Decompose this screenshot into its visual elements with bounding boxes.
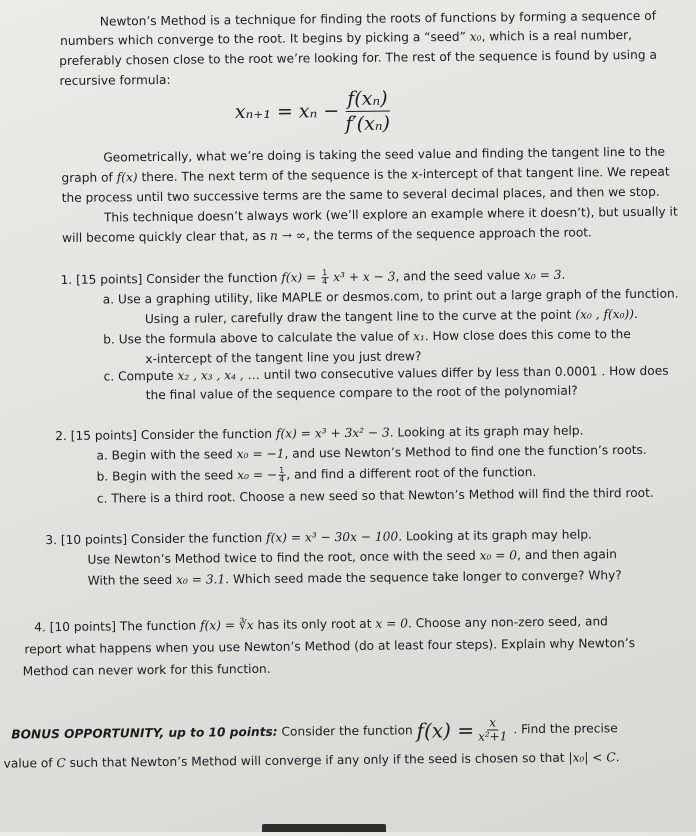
intro-line-4: recursive formula:: [59, 72, 171, 89]
q4-line-1: 4. [10 points] The function f(x) = ∛x has its only root at x = 0. Choose any non-zero seed, and: [34, 614, 608, 635]
q4-line-3: Method can never work for this function.: [22, 661, 271, 679]
geometry-line-4: This technique doesn’t always work (we’ll explore an example where it doesn’t), but usually it: [103, 204, 678, 225]
bonus-title: BONUS OPPORTUNITY, up to 10 points:: [11, 724, 278, 742]
geometry-line-2: graph of f(x) there. The next term of the sequence is the x-intercept of that tangent line. We repeat: [61, 164, 670, 185]
formula-numerator: f(xₙ): [345, 87, 390, 111]
intro-line-2: numbers which converge to the root. It begins by picking a “seed” x₀, which is a real number,: [59, 28, 633, 48]
intro-line-1: Newton’s Method is a technique for finding the roots of functions by forming a sequence of: [99, 8, 657, 29]
intro-line-3: preferably chosen close to the root we’re looking for. The rest of the sequence is found by using a: [59, 47, 657, 69]
bonus-fraction: $\frac{x}{\text{x²+1}}$: [477, 715, 508, 744]
q3-line-3: With the seed x₀ = 3.1. Which seed made the sequence take longer to converge? Why?: [87, 568, 622, 588]
newton-formula: [235, 85, 397, 137]
q3-line-2: Use Newton’s Method twice to find the root, once with the seed x₀ = 0, and then again: [87, 547, 618, 567]
q2-one-quarter: $\frac{1}{4}$: [279, 465, 285, 484]
q4-line-2: report what happens when you use Newton’s Method (do at least four steps). Explain why Newton’s: [24, 636, 636, 657]
formula-lhs: xₙ₊₁ = xₙ −: [234, 100, 340, 124]
seed-symbol: x₀: [469, 29, 482, 44]
q1-part-c-line-2: the final value of the sequence compare to the root of the polynomial?: [145, 383, 578, 403]
geometry-line-1: Geometrically, what we’re doing is taking the seed value and finding the tangent line to the: [103, 144, 666, 165]
bottom-dark-bar: [262, 824, 386, 832]
q1-part-b-line-1: b. Use the formula above to calculate the value of x₁. How close does this come to the: [103, 327, 631, 347]
bonus-line-1: BONUS OPPORTUNITY, up to 10 points: Consider the function f(x) = $\frac{x}{\text{x²+1}}$ . Find the precise: [11, 715, 618, 744]
q2-part-a: a. Begin with the seed x₀ = −1, and use Newton’s Method to find one the function’s roots.: [96, 442, 647, 463]
q1-part-a-line-2: Using a ruler, carefully draw the tangent line to the curve at the point (x₀ , f(x₀)).: [144, 306, 638, 327]
q1-part-a-line-1: a. Use a graphing utility, like MAPLE or desmos.com, to print out a large graph of the function.: [102, 286, 679, 307]
q2-part-b: b. Begin with the seed x₀ = − $\frac{1}{4}$ , and find a different root of the function.: [96, 465, 537, 484]
q2-heading: 2. [15 points] Consider the function f(x) = x³ + 3x² − 3. Looking at its graph may help.: [55, 423, 584, 444]
geometry-line-3: the process until two successive terms are the same to several decimal places, and then we stop.: [61, 184, 660, 205]
formula-fraction: [343, 87, 392, 135]
q1-one-quarter: $\frac{1}{4}$: [322, 268, 328, 287]
q1-heading: 1. [15 points] Consider the function f(x) = $\frac{1}{4}$ x³ + x − 3, and the seed value x₀ = 3.: [60, 267, 566, 288]
bonus-line-2: value of C such that Newton’s Method will converge if any only if the seed is chosen so that |x₀| < C.: [3, 750, 620, 771]
geometry-line-5: will become quickly clear that, as n → ∞, the terms of the sequence approach the root.: [62, 225, 592, 245]
q1-part-b-line-2: x-intercept of the tangent line you just drew?: [145, 349, 422, 367]
q3-heading: 3. [10 points] Consider the function f(x) = x³ − 30x − 100. Looking at its graph may help.: [45, 527, 593, 548]
formula-denominator: f′(xₙ): [345, 112, 391, 135]
q2-part-c: c. There is a third root. Choose a new seed so that Newton’s Method will find the third root.: [96, 485, 654, 506]
q1-part-c-line-1: c. Compute x₂ , x₃ , x₄ , … until two consecutive values differ by less than 0.0001 . How does: [103, 363, 669, 384]
